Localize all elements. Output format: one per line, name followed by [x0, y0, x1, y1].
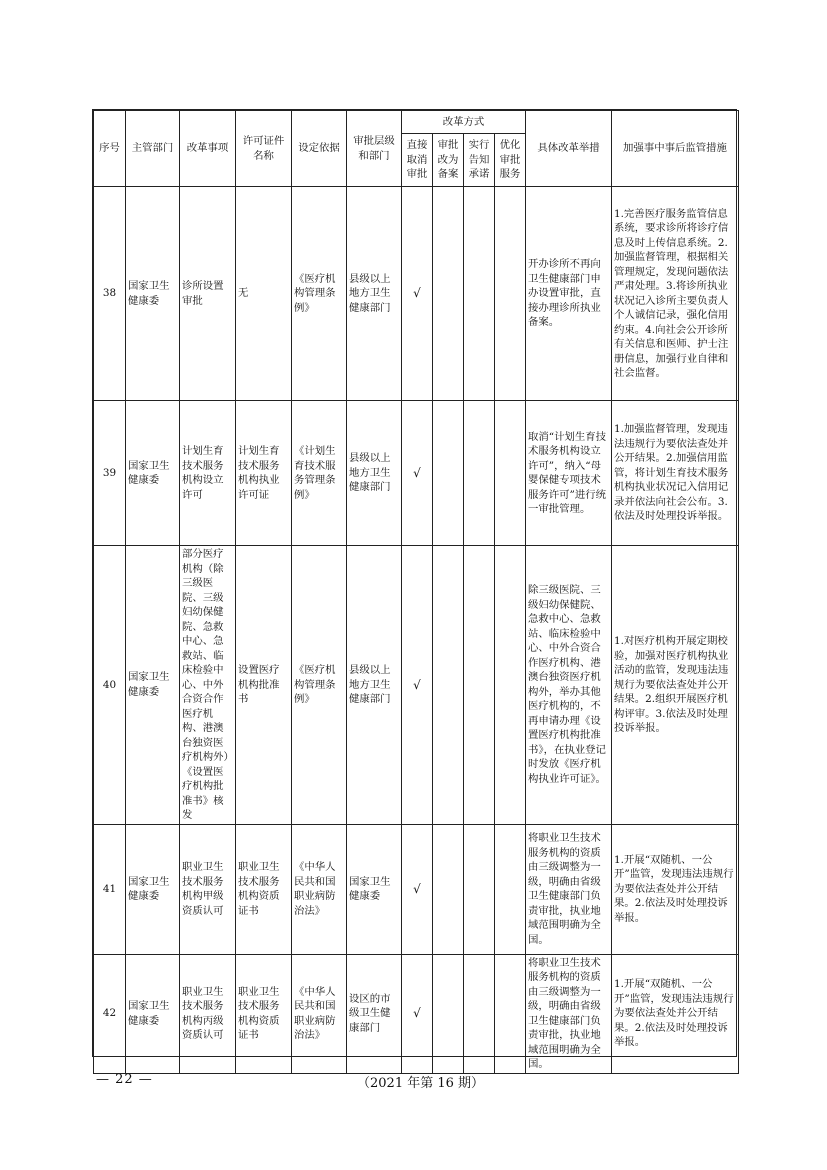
row-seq: 39 [94, 401, 126, 546]
row-check-cancel: √ [402, 546, 433, 825]
row-seq: 41 [94, 824, 126, 954]
row-level: 国家卫生健康委 [347, 824, 402, 954]
header-reform-method: 改革方式 [402, 111, 526, 134]
row-item: 职业卫生技术服务机构甲级资质认可 [180, 824, 236, 954]
row-measures: 取消“计划生育技术服务机构设立许可”，纳入“母婴保健专项技术服务许可”进行统一审批管理。 [526, 401, 612, 546]
row-dept: 国家卫生健康委 [126, 187, 180, 401]
table-row [94, 187, 739, 401]
header-basis: 设定依据 [292, 111, 347, 187]
row-measures: 将职业卫生技术服务机构的资质由三级调整为一级，明确由省级卫生健康部门负责审批，执业地域范围明确为全国。 [526, 824, 612, 954]
row-check-optimize [495, 546, 526, 825]
row-basis: 《计划生育技术服务管理条例》 [292, 401, 347, 546]
row-seq: 40 [94, 546, 126, 825]
row-measures: 开办诊所不再向卫生健康部门申办设置审批，直接办理诊所执业备案。 [526, 187, 612, 401]
row-level: 县级以上地方卫生健康部门 [347, 187, 402, 401]
row-check-cancel: √ [402, 954, 433, 1073]
row-supervision: 1.完善医疗服务监管信息系统，要求诊所将诊疗信息及时上传信息系统。2.加强监督管理，根据相关管理规定，发现问题依法严肃处理。3.将诊所执业状况记入诊所主要负责人个人诚信记录，强化信用约束。4.向社会公开诊所有关信息和医师、护士注册信息，加强行业自律和社会监督。 [612, 187, 739, 401]
page-number: — 22 — [96, 1072, 153, 1087]
row-item: 诊所设置审批 [180, 187, 236, 401]
row-basis: 《医疗机构管理条例》 [292, 546, 347, 825]
issue-label: （2021 年第 16 期） [357, 1076, 485, 1091]
row-check-cancel: √ [402, 187, 433, 401]
row-check-filing [433, 824, 464, 954]
header-method-optimize: 优化审批服务 [495, 134, 526, 187]
row-basis: 《医疗机构管理条例》 [292, 187, 347, 401]
row-seq: 38 [94, 187, 126, 401]
row-dept: 国家卫生健康委 [126, 401, 180, 546]
row-level: 县级以上地方卫生健康部门 [347, 546, 402, 825]
row-item: 职业卫生技术服务机构丙级资质认可 [180, 954, 236, 1073]
header-method-commitment: 实行告知承诺 [464, 134, 495, 187]
header-seq: 序号 [94, 111, 126, 187]
row-supervision: 1.开展“双随机、一公开”监管，发现违法违规行为要依法查处并公开结果。2.依法及时处理投诉举报。 [612, 824, 739, 954]
row-license: 设置医疗机构批准书 [236, 546, 292, 825]
row-check-cancel: √ [402, 824, 433, 954]
row-check-optimize [495, 824, 526, 954]
row-check-filing [433, 546, 464, 825]
header-level: 审批层级和部门 [347, 111, 402, 187]
row-item: 计划生育技术服务机构设立许可 [180, 401, 236, 546]
table-row [94, 546, 739, 825]
row-level: 设区的市级卫生健康部门 [347, 954, 402, 1073]
row-check-cancel: √ [402, 401, 433, 546]
row-check-optimize [495, 401, 526, 546]
row-measures: 将职业卫生技术服务机构的资质由三级调整为一级，明确由省级卫生健康部门负责审批，执业地域范围明确为全国。 [526, 954, 612, 1073]
row-dept: 国家卫生健康委 [126, 546, 180, 825]
row-basis: 《中华人民共和国职业病防治法》 [292, 824, 347, 954]
row-check-commitment [464, 187, 495, 401]
table-row [94, 401, 739, 546]
row-license: 职业卫生技术服务机构资质证书 [236, 824, 292, 954]
header-dept: 主管部门 [126, 111, 180, 187]
reform-table [93, 110, 739, 1074]
row-measures: 除三级医院、三级妇幼保健院、急救中心、急救站、临床检验中心、中外合资合作医疗机构、港澳台独资医疗机构外，举办其他医疗机构的，不再申请办理《设置医疗机构批准书》，在执业登记时发放《医疗机构执业许可证》。 [526, 546, 612, 825]
row-basis: 《中华人民共和国职业病防治法》 [292, 954, 347, 1073]
row-license: 无 [236, 187, 292, 401]
row-check-commitment [464, 824, 495, 954]
row-check-filing [433, 401, 464, 546]
row-seq: 42 [94, 954, 126, 1073]
table-row [94, 954, 739, 1073]
row-check-commitment [464, 954, 495, 1073]
row-check-optimize [495, 954, 526, 1073]
header-measures: 具体改革举措 [526, 111, 612, 187]
header-method-filing: 审批改为备案 [433, 134, 464, 187]
row-supervision: 1.对医疗机构开展定期校验，加强对医疗机构执业活动的监管，发现违法违规行为要依法查处并公开结果。2.组织开展医疗机构评审。3.依法及时处理投诉举报。 [612, 546, 739, 825]
row-level: 县级以上地方卫生健康部门 [347, 401, 402, 546]
header-method-cancel: 直接取消审批 [402, 134, 433, 187]
row-check-filing [433, 187, 464, 401]
row-check-optimize [495, 187, 526, 401]
row-check-commitment [464, 401, 495, 546]
row-supervision: 1.开展“双随机、一公开”监管，发现违法违规行为要依法查处并公开结果。2.依法及时处理投诉举报。 [612, 954, 739, 1073]
header-supervision: 加强事中事后监管措施 [612, 111, 739, 187]
header-license: 许可证件名称 [236, 111, 292, 187]
row-dept: 国家卫生健康委 [126, 954, 180, 1073]
row-item: 部分医疗机构（除三级医院、三级妇幼保健院、急救中心、急救站、临床检验中心、中外合资合作医疗机构、港澳台独资医疗机构外）《设置医疗机构批准书》核发 [180, 546, 236, 825]
table-row [94, 824, 739, 954]
row-check-filing [433, 954, 464, 1073]
row-dept: 国家卫生健康委 [126, 824, 180, 954]
header-item: 改革事项 [180, 111, 236, 187]
row-check-commitment [464, 546, 495, 825]
row-supervision: 1.加强监督管理，发现违法违规行为要依法查处并公开结果。2.加强信用监管，将计划生育技术服务机构执业状况记入信用记录并依法向社会公布。3.依法及时处理投诉举报。 [612, 401, 739, 546]
row-license: 计划生育技术服务机构执业许可证 [236, 401, 292, 546]
row-license: 职业卫生技术服务机构资质证书 [236, 954, 292, 1073]
